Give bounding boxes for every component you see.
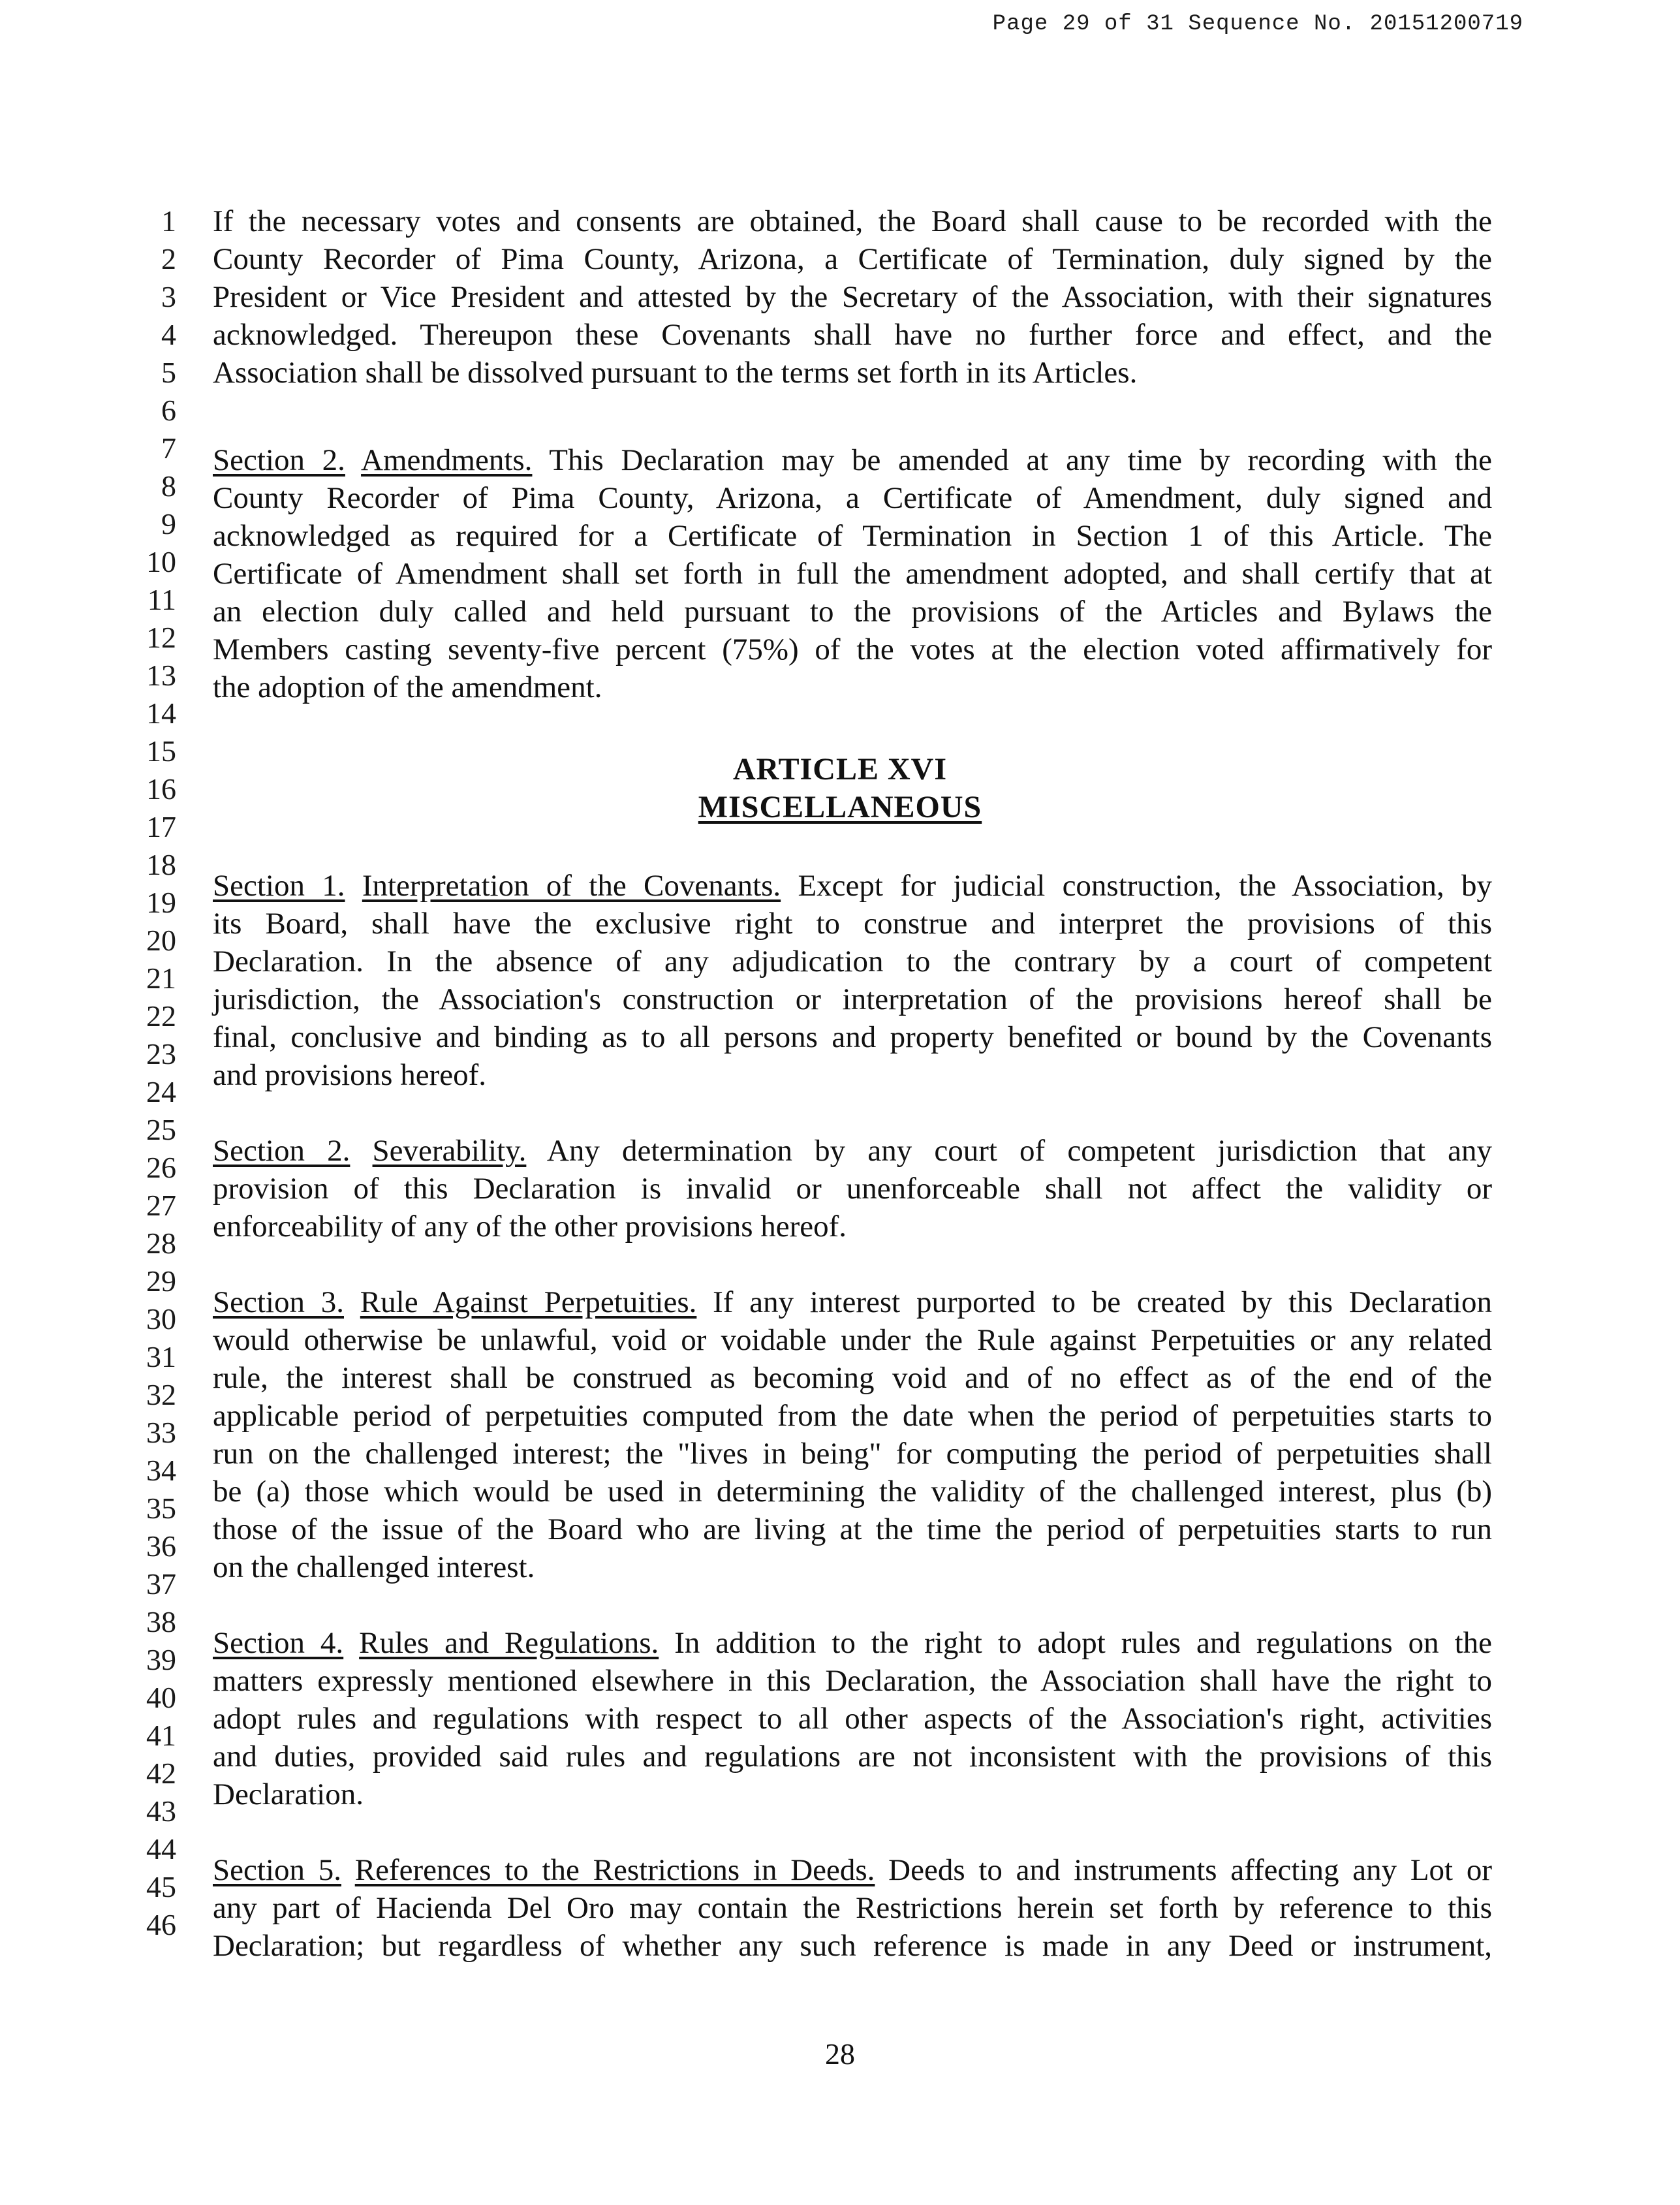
line-text: and duties, provided said rules and regulations are not inconsistent with the provisions of this (213, 1740, 1492, 1774)
line-text: adopt rules and regulations with respect to all other aspects of the Association's right, activities (213, 1702, 1492, 1736)
line-number: 34 (146, 1454, 176, 1487)
line-text: If the necessary votes and consents are obtained, the Board shall cause to be recorded with the (213, 204, 1492, 238)
section-title: Interpretation of the Covenants. (362, 869, 781, 903)
text-line (0, 593, 1680, 631)
line-number: 1 (161, 204, 176, 238)
line-text: jurisdiction, the Association's construction or interpretation of the provisions hereof shall be (213, 982, 1492, 1016)
text-line (0, 1018, 1680, 1056)
line-text: on the challenged interest. (213, 1550, 535, 1584)
text-line (0, 555, 1680, 593)
section-number: Section 2. (213, 443, 345, 477)
text-line (0, 1510, 1680, 1548)
line-number: 15 (146, 734, 176, 768)
text-line (0, 1170, 1680, 1208)
line-number: 35 (146, 1492, 176, 1525)
section-first-line (213, 1851, 1492, 1889)
line-text: its Board, shall have the exclusive right to construe and interpret the provisions of this (213, 907, 1492, 941)
text-line (0, 905, 1680, 943)
line-number: 18 (146, 848, 176, 881)
line-number: 36 (146, 1529, 176, 1563)
line-number: 23 (146, 1037, 176, 1071)
line-text: run on the challenged interest; the "lives in being" for computing the period of perpetuities shall (213, 1437, 1492, 1471)
text-line (0, 867, 1680, 905)
line-number: 28 (146, 1227, 176, 1260)
line-number: 12 (146, 621, 176, 654)
line-number: 17 (146, 810, 176, 843)
line-text: Any determination by any court of competent jurisdiction that any (526, 1134, 1493, 1168)
text-line (0, 240, 1680, 278)
text-line (0, 1208, 1680, 1245)
line-number: 30 (146, 1302, 176, 1336)
line-number: 44 (146, 1832, 176, 1866)
text-line (0, 1283, 1680, 1321)
line-number: 31 (146, 1340, 176, 1373)
line-number: 32 (146, 1378, 176, 1411)
line-number: 29 (146, 1264, 176, 1298)
line-text: Declaration. (213, 1777, 364, 1811)
line-text: those of the issue of the Board who are living at the time the period of perpetuities starts to run (213, 1512, 1492, 1546)
section-number: Section 4. (213, 1626, 344, 1660)
text-line (0, 1775, 1680, 1813)
line-text: any part of Hacienda Del Oro may contain the Restrictions herein set forth by reference to this (213, 1891, 1492, 1925)
line-text: Members casting seventy-five percent (75%) of the votes at the election voted affirmatively for (213, 633, 1492, 666)
text-line (0, 441, 1680, 479)
text-line (0, 1851, 1680, 1889)
section-first-line (213, 1624, 1492, 1662)
line-number: 3 (161, 280, 176, 313)
line-text: rule, the interest shall be construed as becoming void and of no effect as of the end of the (213, 1361, 1492, 1395)
line-number: 33 (146, 1416, 176, 1449)
line-number: 21 (146, 962, 176, 995)
text-line (0, 278, 1680, 316)
line-number: 45 (146, 1870, 176, 1903)
line-text: applicable period of perpetuities computed from the date when the period of perpetuities starts to (213, 1399, 1492, 1433)
line-number: 20 (146, 924, 176, 957)
text-line (0, 1889, 1680, 1927)
line-text: acknowledged as required for a Certificate of Termination in Section 1 of this Article. The (213, 519, 1492, 553)
section-title: Amendments. (361, 443, 533, 477)
text-line (0, 668, 1680, 706)
line-text: In addition to the right to adopt rules and regulations on the (659, 1626, 1493, 1660)
section-first-line (213, 1132, 1492, 1170)
section-title: Rules and Regulations. (359, 1626, 659, 1660)
section-title: Severability. (372, 1134, 527, 1168)
line-number: 2 (161, 242, 176, 275)
section-title: Rule Against Perpetuities. (360, 1285, 697, 1319)
line-number: 37 (146, 1567, 176, 1601)
line-number: 6 (161, 394, 176, 427)
line-text: provision of this Declaration is invalid or unenforceable shall not affect the validity or (213, 1172, 1492, 1206)
text-line (0, 202, 1680, 240)
text-line (0, 1700, 1680, 1738)
line-text: and provisions hereof. (213, 1058, 486, 1092)
line-text: President or Vice President and attested by the Secretary of the Association, with their signatures (213, 280, 1492, 314)
line-text: County Recorder of Pima County, Arizona, a Certificate of Amendment, duly signed and (213, 481, 1492, 515)
line-text: matters expressly mentioned elsewhere in this Declaration, the Association shall have the right to (213, 1664, 1492, 1698)
line-text: Certificate of Amendment shall set forth in full the amendment adopted, and shall certify that at (213, 557, 1492, 591)
line-text: enforceability of any of the other provisions hereof. (213, 1210, 847, 1243)
text-line (0, 1738, 1680, 1775)
line-number: 42 (146, 1757, 176, 1790)
text-line (0, 631, 1680, 668)
line-text: Association shall be dissolved pursuant to the terms set forth in its Articles. (213, 356, 1138, 390)
line-text: This Declaration may be amended at any time by recording with the (532, 443, 1492, 477)
text-line (0, 1927, 1680, 1965)
text-line (0, 1624, 1680, 1662)
line-text: final, conclusive and binding as to all persons and property benefited or bound by the Covenants (213, 1020, 1492, 1054)
text-line (0, 980, 1680, 1018)
line-text: Declaration. In the absence of any adjudication to the contrary by a court of competent (213, 945, 1492, 978)
line-number: 5 (161, 356, 176, 389)
line-number: 40 (146, 1681, 176, 1714)
line-number: 19 (146, 886, 176, 919)
section-number: Section 5. (213, 1853, 341, 1887)
text-line (0, 1397, 1680, 1435)
line-number: 4 (161, 318, 176, 351)
text-line (0, 1548, 1680, 1586)
text-line (0, 1056, 1680, 1094)
line-number: 46 (146, 1908, 176, 1941)
section-number: Section 1. (213, 869, 345, 903)
line-text: the adoption of the amendment. (213, 670, 602, 704)
line-number: 43 (146, 1794, 176, 1828)
line-text: Declaration; but regardless of whether any such reference is made in any Deed or instrument, (213, 1929, 1492, 1963)
text-line (0, 943, 1680, 980)
text-line (0, 316, 1680, 354)
section-title: References to the Restrictions in Deeds. (354, 1853, 875, 1887)
section-first-line (213, 441, 1492, 479)
line-number: 13 (146, 659, 176, 692)
line-number: 22 (146, 999, 176, 1033)
line-text: acknowledged. Thereupon these Covenants shall have no further force and effect, and the (213, 318, 1492, 352)
line-number: 27 (146, 1189, 176, 1222)
line-number: 7 (161, 431, 176, 465)
section-first-line (213, 867, 1492, 905)
line-text: County Recorder of Pima County, Arizona, a Certificate of Termination, duly signed by the (213, 242, 1492, 276)
text-line (0, 354, 1680, 392)
article-title: ARTICLE XVI (732, 752, 948, 787)
section-number: Section 2. (213, 1134, 350, 1168)
page-number: 28 (825, 2037, 855, 2071)
text-line (0, 1662, 1680, 1700)
line-text: Except for judicial construction, the Association, by (781, 869, 1493, 903)
text-line (0, 1473, 1680, 1510)
line-number: 25 (146, 1113, 176, 1146)
text-line (0, 1132, 1680, 1170)
line-number: 14 (146, 696, 176, 730)
line-text: If any interest purported to be created by this Declaration (696, 1285, 1492, 1319)
line-number: 16 (146, 772, 176, 805)
section-first-line (213, 1283, 1492, 1321)
line-number: 8 (161, 469, 176, 503)
text-line (0, 517, 1680, 555)
line-number: 38 (146, 1605, 176, 1638)
line-text: would otherwise be unlawful, void or voidable under the Rule against Perpetuities or any related (213, 1323, 1492, 1357)
line-text: be (a) those which would be used in determining the validity of the challenged interest, plus (b) (213, 1475, 1492, 1509)
line-number: 11 (147, 583, 176, 616)
line-number: 26 (146, 1151, 176, 1184)
line-text: Deeds to and instruments affecting any Lot or (875, 1853, 1492, 1887)
text-line (0, 1435, 1680, 1473)
line-number: 39 (146, 1643, 176, 1676)
line-text: an election duly called and held pursuant to the provisions of the Articles and Bylaws the (213, 595, 1492, 629)
line-number: 41 (146, 1719, 176, 1752)
line-number: 24 (146, 1075, 176, 1108)
line-number: 9 (161, 507, 176, 540)
line-number: 10 (146, 545, 176, 578)
section-number: Section 3. (213, 1285, 344, 1319)
text-line (0, 1321, 1680, 1359)
text-line (0, 479, 1680, 517)
page-sequence-header: Page 29 of 31 Sequence No. 20151200719 (992, 12, 1523, 37)
article-subtitle: MISCELLANEOUS (698, 790, 982, 824)
text-line (0, 1359, 1680, 1397)
